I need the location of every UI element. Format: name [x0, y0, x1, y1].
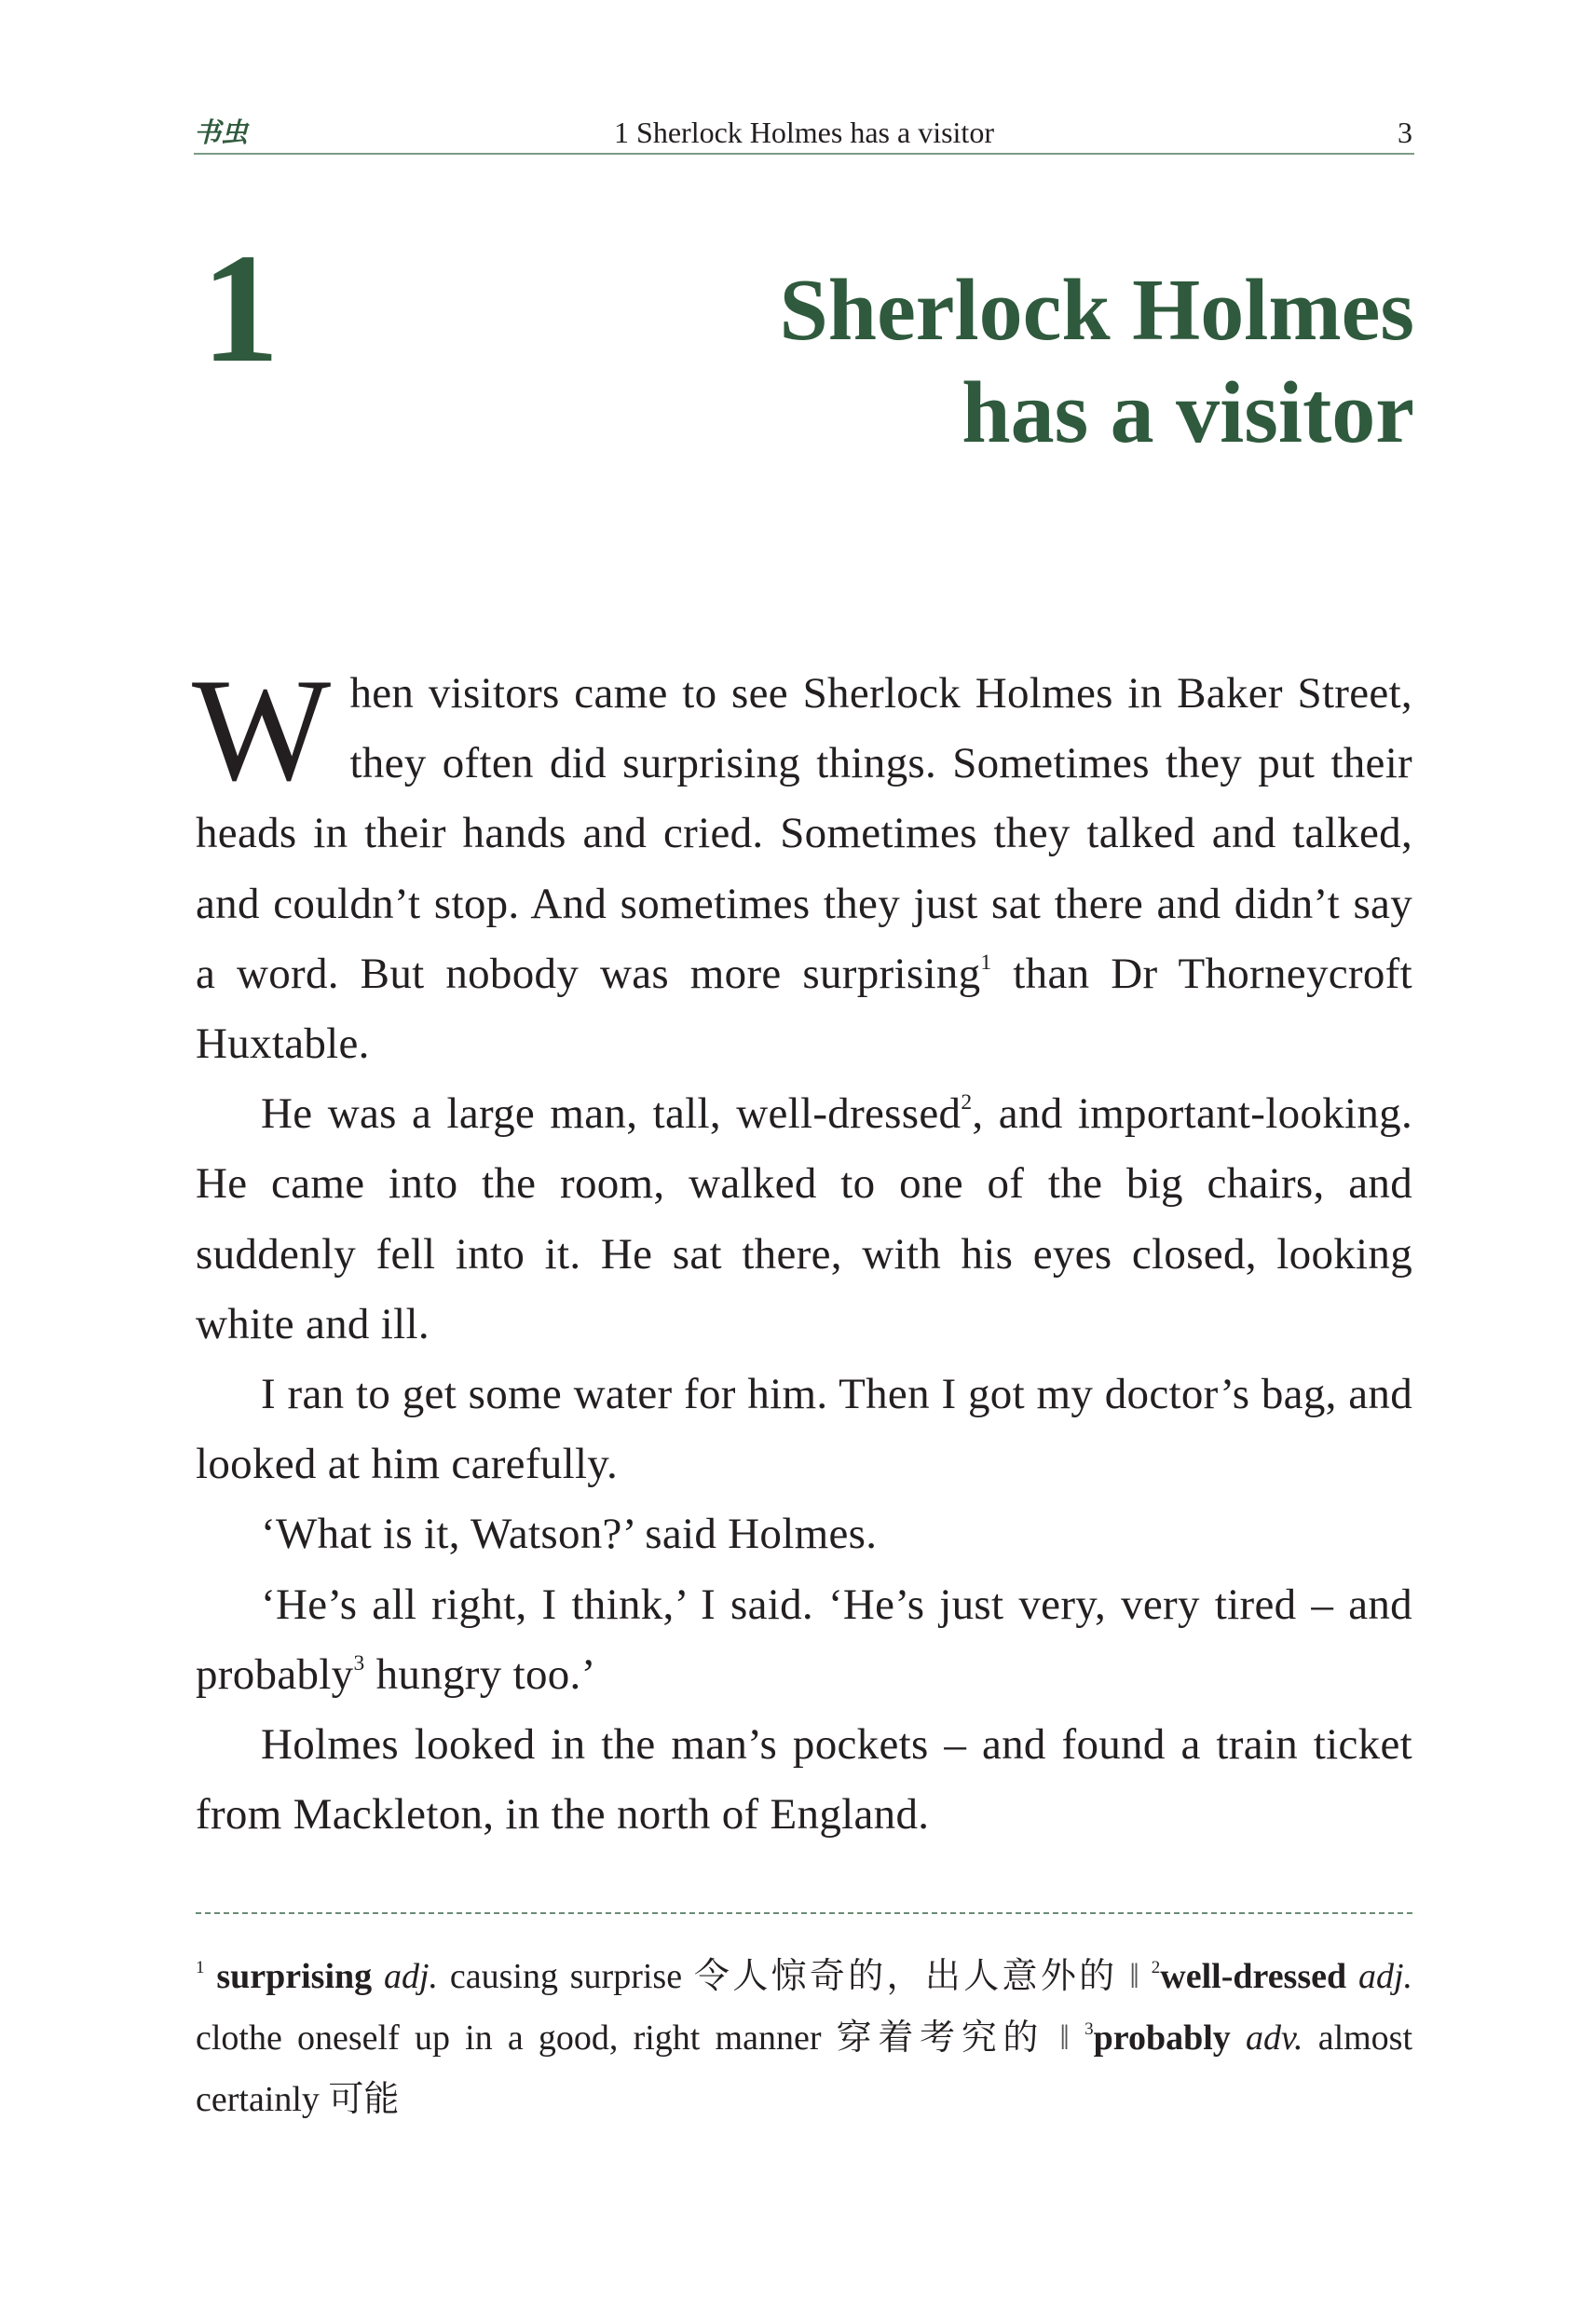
chapter-title: [576, 259, 1414, 464]
paragraph-1: [192, 649, 1412, 1079]
paragraph-5-text-b: hungry too.’: [364, 1649, 596, 1699]
footnote-1-number: 1: [196, 1957, 205, 1977]
footnote-ref-2: 2: [961, 1090, 973, 1115]
paragraph-3: I ran to get some water for him. Then I got my doctor’s bag, and looked at him carefully.: [196, 1370, 1412, 1489]
chapter-title-line-1: Sherlock Holmes: [779, 262, 1414, 359]
footnotes: [196, 1946, 1412, 2130]
footnote-3-number: 3: [1084, 2018, 1094, 2039]
footnote-3-pos: adv.: [1245, 2018, 1303, 2058]
footnote-2-number: 2: [1151, 1957, 1161, 1977]
footnote-3-word: probably: [1093, 2018, 1231, 2058]
paragraph-2-text-b: , and important-looking. He came into the room, walked to one of the big chairs, and suddenly fell into it. He sat there, with his eyes closed, looking white and ill.: [196, 1089, 1412, 1348]
footnote-divider: [196, 1912, 1412, 1914]
paragraph-2-text-a: He was a large man, tall, well-dressed: [261, 1089, 962, 1139]
running-head: [194, 114, 1414, 155]
paragraph-5: [196, 1570, 1412, 1710]
footnote-1-word: surprising: [216, 1957, 373, 1996]
footnote-ref-1: 1: [980, 950, 992, 975]
paragraph-1-text-b: than Dr Thorneycroft Huxtable.: [196, 949, 1412, 1069]
footnote-separator: ‖: [1059, 2018, 1070, 2058]
footnote-3-definition: almost certainly 可能: [196, 2018, 1413, 2119]
footnote-ref-3: 3: [353, 1650, 365, 1676]
chapter-title-line-2: has a visitor: [962, 364, 1414, 461]
footnote-separator: ‖: [1129, 1957, 1139, 1996]
footnote-2-pos: adj.: [1357, 1957, 1413, 1996]
paragraph-2: [196, 1079, 1412, 1360]
footnote-2-definition: clothe oneself up in a good, right manner 穿着考究的: [196, 2018, 1060, 2058]
paragraph-4: ‘What is it, Watson?’ said Holmes.: [261, 1510, 878, 1559]
footnote-2-word: well-dressed: [1160, 1957, 1347, 1996]
body-text: [192, 649, 1412, 1850]
series-mark: 书虫: [194, 116, 249, 148]
paragraph-6: Holmes looked in the man’s pockets – and found a train ticket from Mackleton, in the north of England.: [196, 1720, 1412, 1840]
running-title: 1 Sherlock Holmes has a visitor: [614, 116, 994, 149]
footnote-1-pos: adj.: [383, 1957, 439, 1996]
paragraph-5-text-a: ‘He’s all right, I think,’ I said. ‘He’s just very, very tired – and probably: [196, 1580, 1412, 1699]
footnote-1-definition: causing surprise 令人惊奇的，出人意外的: [438, 1957, 1130, 1996]
drop-cap: W: [192, 649, 332, 812]
page-number: 3: [1398, 116, 1412, 149]
paragraph-1-text-a: hen visitors came to see Sherlock Holmes in Baker Street, they often did surprising things. Sometimes they put their heads in their hands and cried. Sometimes they talked and talked, and couldn’t stop. And sometimes they just sat there and didn’t say a word. But nobody was more surprising: [196, 669, 1412, 998]
chapter-number: 1: [201, 222, 280, 395]
